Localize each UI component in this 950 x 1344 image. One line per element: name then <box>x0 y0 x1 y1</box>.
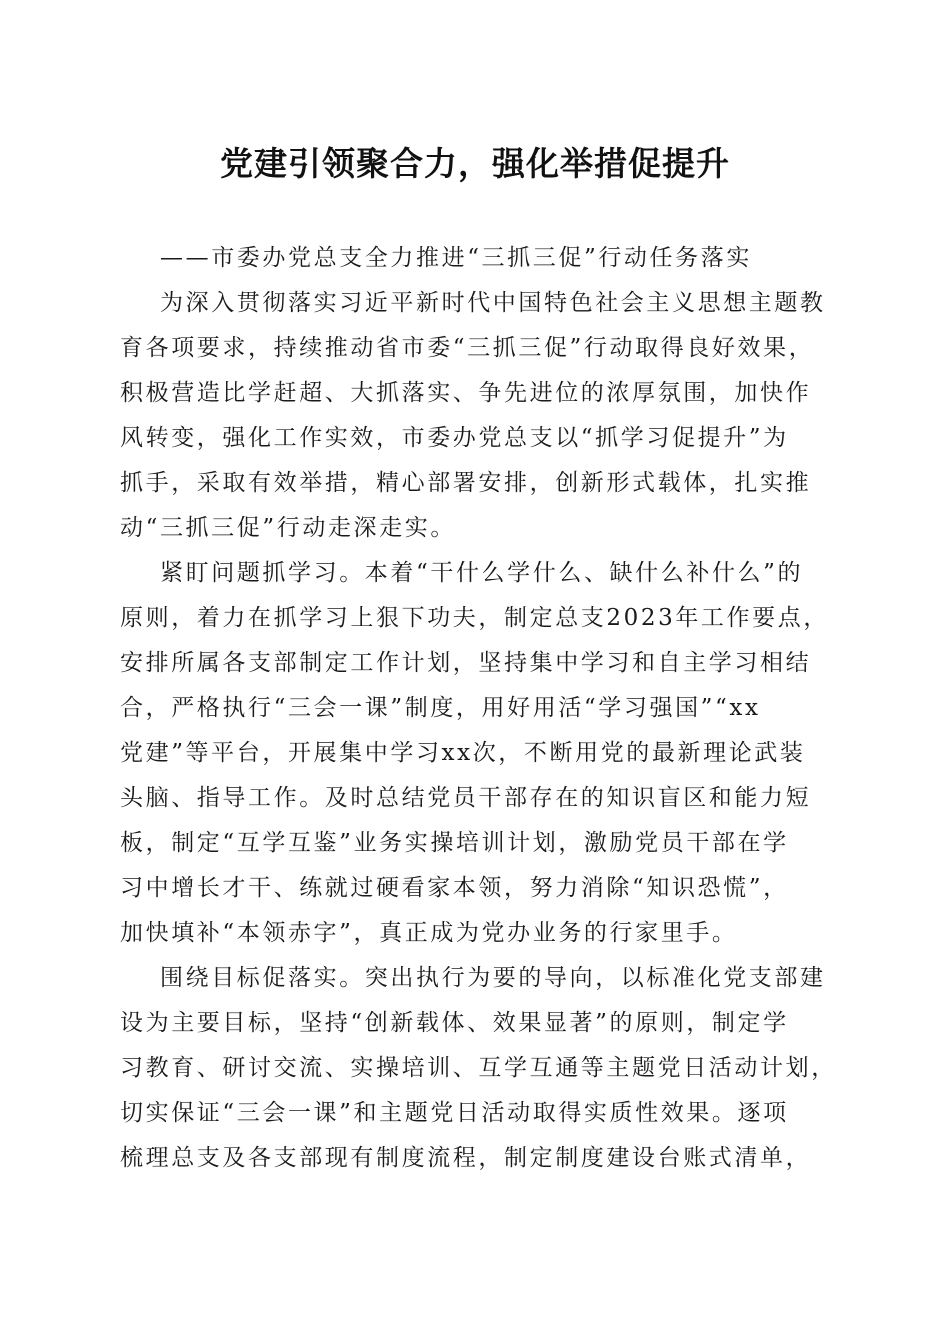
paragraph-3-line-5: 梳理总支及各支部现有制度流程，制定制度建设台账式清单， <box>120 1145 812 1171</box>
paragraph-2-line-2: 原则，着力在抓学习上狠下功夫，制定总支2023年工作要点， <box>120 605 829 631</box>
paragraph-2-line-6: 头脑、指导工作。及时总结党员干部存在的知识盲区和能力短 <box>120 785 812 811</box>
paragraph-1-line-4: 风转变，强化工作实效，市委办党总支以“抓学习促提升”为 <box>120 425 789 451</box>
paragraph-1-line-1: 为深入贯彻落实习近平新时代中国特色社会主义思想主题教 <box>160 290 826 316</box>
paragraph-1-line-6: 动“三抓三促”行动走深走实。 <box>120 515 456 541</box>
paragraph-2-line-9: 加快填补“本领赤字”，真正成为党办业务的行家里手。 <box>120 920 738 946</box>
paragraph-3-line-4: 切实保证“三会一课”和主题党日活动取得实质性效果。逐项 <box>120 1100 789 1126</box>
paragraph-3-line-3: 习教育、研讨交流、实操培训、互学互通等主题党日活动计划， <box>120 1055 837 1081</box>
paragraph-2-line-1: 紧盯问题抓学习。本着“干什么学什么、缺什么补什么”的 <box>160 560 804 586</box>
paragraph-1-line-3: 积极营造比学赶超、大抓落实、争先进位的浓厚氛围，加快作 <box>120 380 812 406</box>
paragraph-2-line-3: 安排所属各支部制定工作计划，坚持集中学习和自主学习相结 <box>120 650 812 676</box>
subtitle-line: ——市委办党总支全力推进“三抓三促”行动任务落实 <box>160 245 752 271</box>
paragraph-2-line-7: 板，制定“互学互鉴”业务实操培训计划，激励党员干部在学 <box>120 830 789 856</box>
paragraph-2-line-4: 合，严格执行“三会一课”制度，用好用活“学习强国”“xx <box>120 695 761 721</box>
paragraph-3-line-2: 设为主要目标，坚持“创新载体、效果显著”的原则，制定学 <box>120 1010 789 1036</box>
paragraph-1-line-2: 育各项要求，持续推动省市委“三抓三促”行动取得良好效果， <box>120 335 815 361</box>
paragraph-3-line-1: 围绕目标促落实。突出执行为要的导向，以标准化党支部建 <box>160 965 826 991</box>
document-body <box>120 236 838 1181</box>
document-title: 党建引领聚合力，强化举措促提升 <box>220 144 730 183</box>
paragraph-2-line-8: 习中增长才干、练就过硬看家本领，努力消除“知识恐慌”， <box>120 875 789 901</box>
paragraph-2-line-5: 党建”等平台，开展集中学习xx次，不断用党的最新理论武装 <box>120 740 806 766</box>
paragraph-1-line-5: 抓手，采取有效举措，精心部署安排，创新形式载体，扎实推 <box>120 470 812 496</box>
